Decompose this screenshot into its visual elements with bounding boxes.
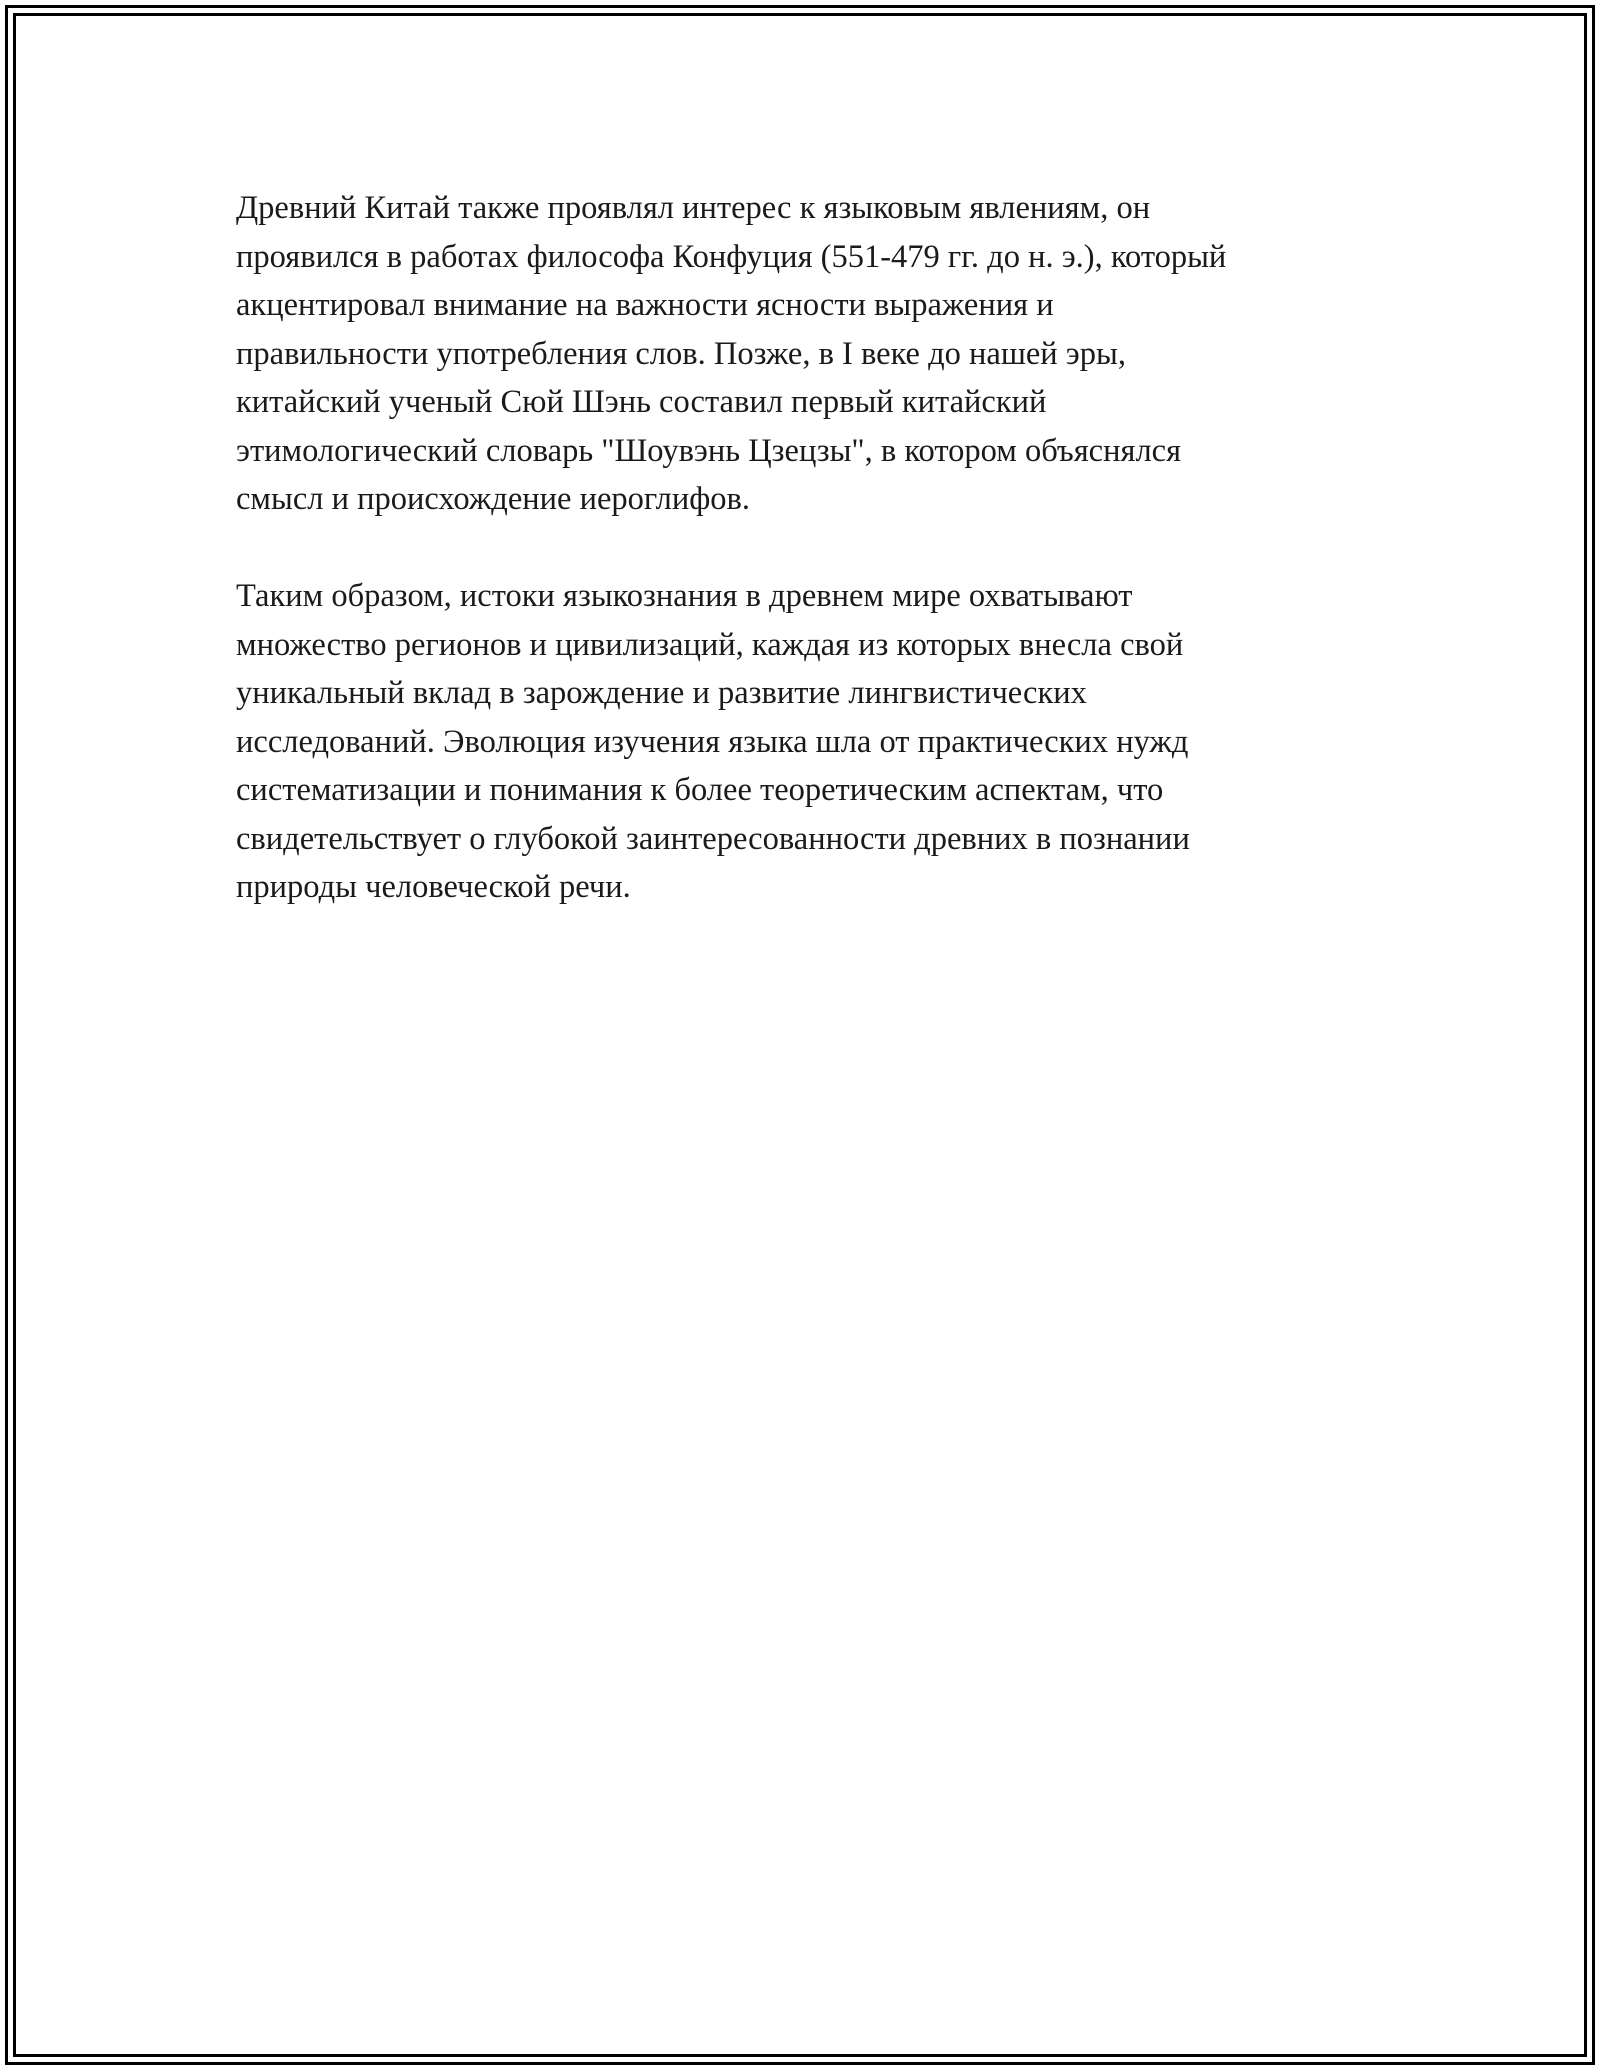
text-line: свидетельствует о глубокой заинтересованности древних в познании <box>236 820 1190 857</box>
text-line: этимологический словарь "Шоувэнь Цзецзы", в котором объяснялся <box>236 432 1182 469</box>
text-line: акцентировал внимание на важности ясности выражения и <box>236 287 1054 323</box>
text-line: исследований. Эволюция изучения языка шла от практических нужд <box>236 723 1189 760</box>
text-line: уникальный вклад в зарождение и развитие лингвистических <box>236 675 1087 711</box>
text-line: смысл и происхождение иероглифов. <box>236 481 750 517</box>
text-line: природы человеческой речи. <box>236 869 631 905</box>
text-line: проявился в работах философа Конфуция (551-479 гг. до н. э.), который <box>236 238 1227 275</box>
text-line: множество регионов и цивилизаций, каждая из которых внесла свой <box>236 626 1184 663</box>
text-line: Таким образом, истоки языкознания в древнем мире охватывают <box>236 578 1133 614</box>
text-line: Древний Китай также проявлял интерес к языковым явлениям, он <box>236 190 1151 226</box>
text-line: систематизации и понимания к более теоретическим аспектам, что <box>236 772 1164 808</box>
text-line: китайский ученый Сюй Шэнь составил первый китайский <box>236 384 1047 420</box>
document-body <box>236 184 1416 960</box>
paragraph-conclusion <box>236 572 1416 912</box>
paragraph-ancient-china <box>236 184 1416 524</box>
text-line: правильности употребления слов. Позже, в I веке до нашей эры, <box>236 335 1126 372</box>
